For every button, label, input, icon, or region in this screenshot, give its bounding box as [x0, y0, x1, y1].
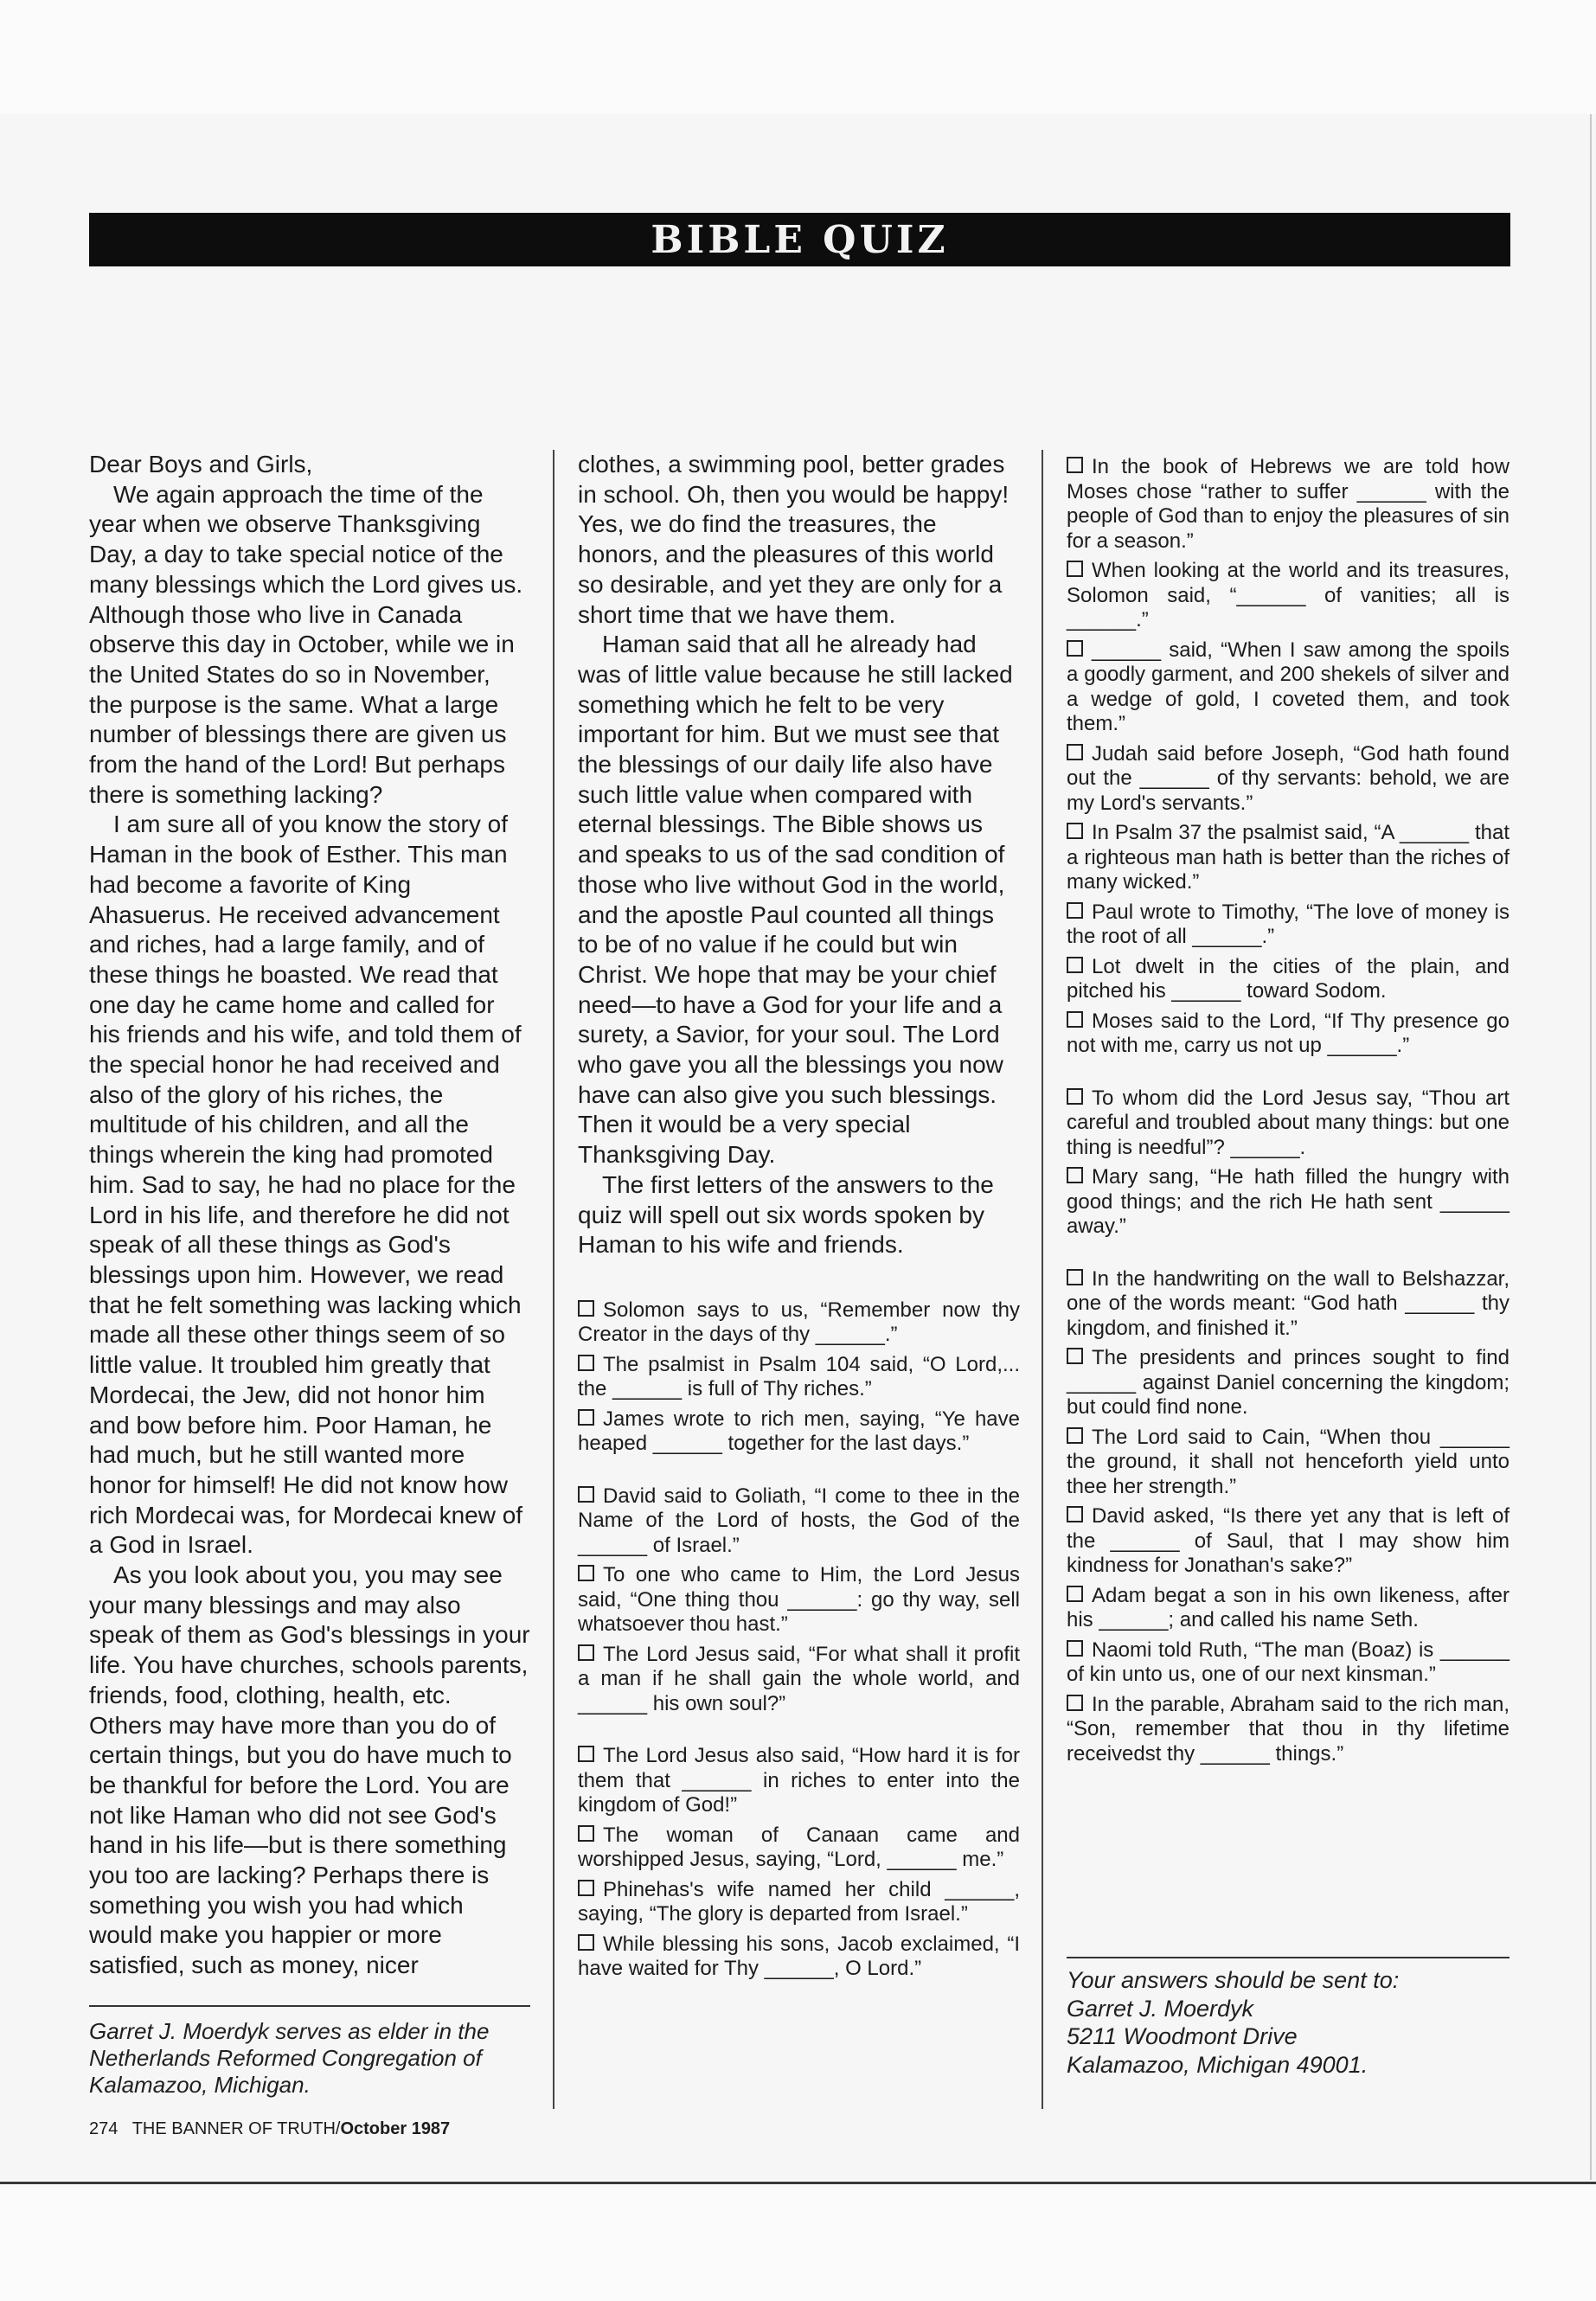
checkbox-icon — [1067, 902, 1083, 919]
quiz-item: Phinehas's wife named her child ______, saying, “The glory is departed from Israel.” — [578, 1877, 1020, 1926]
quiz-item: David asked, “Is there yet any that is left of the ______ of Saul, that I may show him kindness for Jonathan's sake?” — [1067, 1504, 1509, 1577]
checkbox-icon — [1067, 1269, 1083, 1285]
checkbox-icon — [1067, 1695, 1083, 1711]
answer-address — [1067, 1966, 1509, 2079]
letter-greeting: Dear Boys and Girls, — [89, 451, 313, 478]
quiz-item: In Psalm 37 the psalmist said, “A ______ that a righteous man hath is better than the riches of many wicked.” — [1067, 821, 1509, 894]
quiz-item: Paul wrote to Timothy, “The love of money is the root of all ______.” — [1067, 900, 1509, 948]
quiz-list-2 — [1067, 455, 1509, 1772]
checkbox-icon — [1067, 1348, 1083, 1364]
quiz-item: In the handwriting on the wall to Belshazzar, one of the words meant: “God hath ______ thy kingdom, and finished it.” — [1067, 1266, 1509, 1340]
quiz-item: In the book of Hebrews we are told how Moses chose “rather to suffer ______ with the people of God than to enjoy the pleasures of sin for a season.” — [1067, 455, 1509, 553]
publication-name: THE BANNER OF TRUTH — [131, 2119, 336, 2138]
title-banner — [89, 213, 1510, 266]
letter-column-2 — [578, 450, 1020, 1987]
quiz-item: While blessing his sons, Jacob exclaimed, “I have waited for Thy ______, O Lord.” — [578, 1932, 1020, 1981]
quiz-item: To whom did the Lord Jesus say, “Thou art careful and troubled about many things: but one thing is needful”? ______. — [1067, 1086, 1509, 1159]
quiz-item: David said to Goliath, “I come to thee in the Name of the Lord of hosts, the God of the ______ of Israel.” — [578, 1484, 1020, 1557]
author-byline: Garret J. Moerdyk serves as elder in the Netherlands Reformed Congregation of Kalamazoo, Michigan. — [89, 2018, 490, 2098]
quiz-item: Moses said to the Lord, “If Thy presence go not with me, carry us not up ______.” — [1067, 1009, 1509, 1057]
quiz-item: When looking at the world and its treasures, Solomon said, “______ of vanities; all is ______.” — [1067, 559, 1509, 631]
issue-date: October 1987 — [340, 2119, 451, 2138]
address-city: Kalamazoo, Michigan 49001. — [1067, 2051, 1368, 2078]
page-edge — [1590, 114, 1592, 2182]
letter-paragraph: As you look about you, you may see your many blessings and may also speak of them as God's blessings in your life. You have churches, schools parents, friends, food, clothing, health, etc. Others may have more than you do of certain things, but you do have much to be thankful for before the Lord. You are not like Haman who did not see God's hand in his life—but is there something you too are lacking? Perhaps there is something you wish you had which would make you happier or more satisfied, such as money, nicer — [89, 1561, 530, 1979]
quiz-item: In the parable, Abraham said to the rich man, “Son, remember that thou in thy lifetime receivedst thy ______ things.” — [1067, 1692, 1509, 1766]
letter-column-1 — [89, 450, 530, 1981]
page-footer: 274 THE BANNER OF TRUTH/October 1987 — [89, 2119, 451, 2138]
checkbox-icon — [578, 1300, 594, 1317]
quiz-item: Solomon says to us, “Remember now thy Creator in the days of thy ______.” — [578, 1298, 1020, 1347]
quiz-item: The Lord said to Cain, “When thou ______ the ground, it shall not henceforth yield unto thee her strength.” — [1067, 1425, 1509, 1498]
checkbox-icon — [1067, 1586, 1083, 1602]
checkbox-icon — [578, 1644, 594, 1661]
checkbox-icon — [1067, 1167, 1083, 1183]
checkbox-icon — [1067, 1011, 1083, 1028]
letter-paragraph: We again approach the time of the year when we observe Thanksgiving Day, a day to take special notice of the many blessings which the Lord gives us. Although those who live in Canada observe this day in October, while we in the United States do so in November, the purpose is the same. What a large number of blessings there are given us from the hand of the Lord! But perhaps there is something lacking? — [89, 480, 523, 808]
checkbox-icon — [578, 1486, 594, 1503]
checkbox-icon — [1067, 823, 1083, 839]
checkbox-icon — [1067, 1427, 1083, 1444]
quiz-item: ______ said, “When I saw among the spoils a goodly garment, and 200 shekels of silver and a wedge of gold, I coveted them, and took them.” — [1067, 638, 1509, 735]
column-rule-2 — [1042, 450, 1043, 2109]
checkbox-icon — [1067, 457, 1083, 473]
quiz-item: Lot dwelt in the cities of the plain, and pitched his ______ toward Sodom. — [1067, 954, 1509, 1003]
address-divider — [1067, 1957, 1509, 1958]
quiz-item: Adam begat a son in his own likeness, after his ______; and called his name Seth. — [1067, 1583, 1509, 1631]
address-street: 5211 Woodmont Drive — [1067, 2023, 1298, 2049]
checkbox-icon — [1067, 640, 1083, 657]
scan-margin-bottom — [0, 2180, 1596, 2301]
quiz-item: Naomi told Ruth, “The man (Boaz) is ______ of kin unto us, one of our next kinsman.” — [1067, 1638, 1509, 1686]
column-rule-1 — [553, 450, 554, 2109]
checkbox-icon — [1067, 1640, 1083, 1657]
letter-paragraph: clothes, a swimming pool, better grades in school. Oh, then you would be happy! Yes, we do find the treasures, the honors, and the pleasures of this world so desirable, and yet they are only for a short time that we have them. — [578, 451, 1010, 628]
checkbox-icon — [1067, 1088, 1083, 1105]
quiz-item: The Lord Jesus said, “For what shall it profit a man if he shall gain the whole world, and ______ his own soul?” — [578, 1642, 1020, 1715]
quiz-item: The presidents and princes sought to find ______ against Daniel concerning the kingdom; but could find none. — [1067, 1346, 1509, 1419]
checkbox-icon — [1067, 561, 1083, 577]
letter-paragraph: The first letters of the answers to the quiz will spell out six words spoken by Haman to his wife and friends. — [578, 1170, 994, 1259]
letter-paragraph: Haman said that all he already had was of little value because he still lacked something which he felt to be very important for him. But we must see that the blessings of our daily life also have such little value when compared with eternal blessings. The Bible shows us and speaks to us of the sad condition of those who live without God in the world, and the apostle Paul counted all things to be of no value if he could but win Christ. We hope that may be your chief need—to have a God for your life and a surety, a Savior, for your soul. The Lord who gave you all the blessings you now have can also give you such blessings. Then it would be a very special Thanksgiving Day. — [578, 631, 1013, 1169]
letter-paragraph: I am sure all of you know the story of Haman in the book of Esther. This man had become a favorite of King Ahasuerus. He received advancement and riches, had a large family, and of these things he boasted. We read that one day he came home and called for his friends and his wife, and told them of the special honor he had received and also of the glory of his riches, the multitude of his children, and all the things wherein the king had promoted him. Sad to say, he had no place for the Lord in his life, and therefore he did not speak of all these things as God's blessings upon him. However, we read that he felt something was lacking which made all these other things seem of so little value. It troubled him greatly that Mordecai, the Jew, did not honor him and bow before him. Poor Haman, he had much, but he still wanted more honor for himself! He did not know how rich Mordecai was, for Mordecai knew of a God in Israel. — [89, 811, 523, 1559]
quiz-item: To one who came to Him, the Lord Jesus said, “One thing thou ______: go thy way, sell whatsoever thou hast.” — [578, 1563, 1020, 1637]
scan-edge-line — [0, 2182, 1596, 2184]
checkbox-icon — [578, 1746, 594, 1762]
quiz-item: The woman of Canaan came and worshipped Jesus, saying, “Lord, ______ me.” — [578, 1823, 1020, 1872]
quiz-list-1 — [578, 1298, 1020, 1982]
checkbox-icon — [578, 1355, 594, 1371]
checkbox-icon — [578, 1934, 594, 1951]
page-number: 274 — [89, 2119, 119, 2138]
checkbox-icon — [1067, 744, 1083, 760]
page-title: BIBLE QUIZ — [651, 217, 949, 262]
quiz-item: Mary sang, “He hath filled the hungry with good things; and the rich He hath sent ______ away.” — [1067, 1165, 1509, 1238]
quiz-item: The Lord Jesus also said, “How hard it is for them that ______ in riches to enter into the kingdom of God!” — [578, 1744, 1020, 1817]
quiz-item: The psalmist in Psalm 104 said, “O Lord,... the ______ is full of Thy riches.” — [578, 1352, 1020, 1401]
checkbox-icon — [578, 1825, 594, 1842]
quiz-item: James wrote to rich men, saying, “Ye have heaped ______ together for the last days.” — [578, 1407, 1020, 1456]
byline-divider — [89, 2005, 530, 2007]
address-intro: Your answers should be sent to: — [1067, 1967, 1400, 1993]
checkbox-icon — [578, 1409, 594, 1426]
scan-margin-top — [0, 0, 1596, 114]
address-name: Garret J. Moerdyk — [1067, 1995, 1254, 2022]
checkbox-icon — [1067, 1506, 1083, 1522]
checkbox-icon — [578, 1880, 594, 1896]
checkbox-icon — [578, 1565, 594, 1581]
checkbox-icon — [1067, 957, 1083, 973]
quiz-item: Judah said before Joseph, “God hath found out the ______ of thy servants: behold, we are my Lord's servants.” — [1067, 741, 1509, 815]
